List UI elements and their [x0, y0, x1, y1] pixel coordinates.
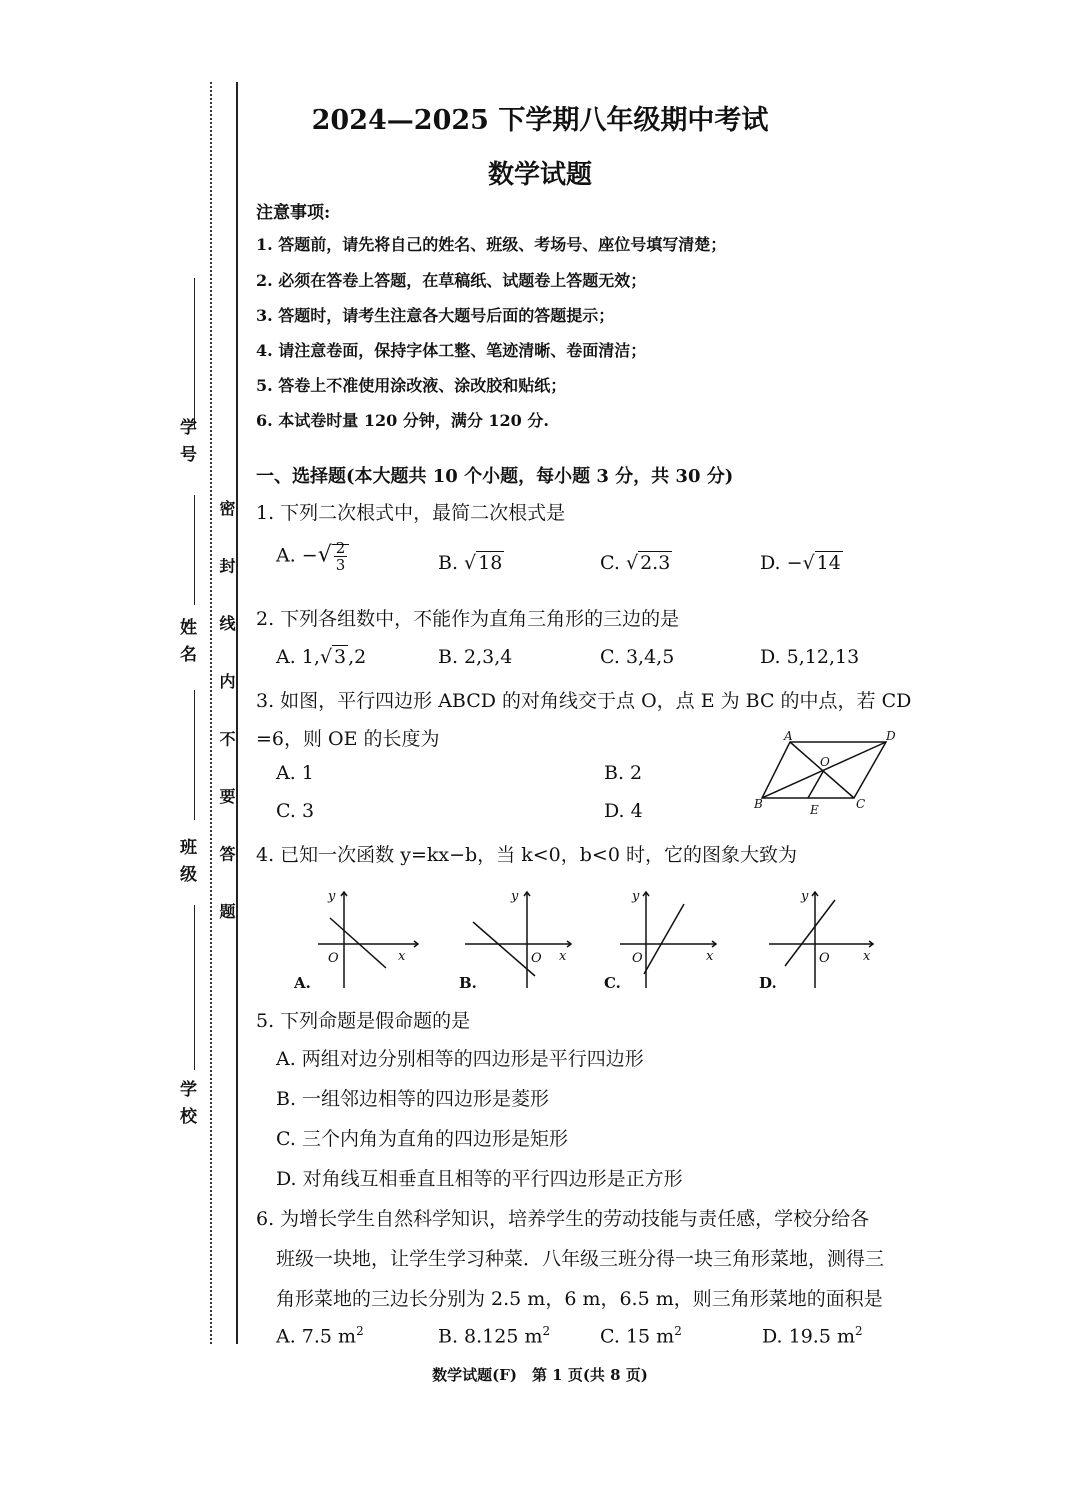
q6-option-c[interactable] — [600, 1324, 682, 1347]
question-3-stem-line2: =6，则 OE 的长度为 — [256, 728, 440, 750]
q6-option-b-text: B. 8.125 m — [438, 1325, 543, 1348]
q1-option-b[interactable] — [438, 552, 504, 574]
q3-option-c[interactable]: C. 3 — [276, 800, 315, 822]
name-label: 姓 名 — [176, 618, 196, 664]
radical-icon: √ — [319, 646, 333, 668]
class-field[interactable] — [194, 690, 196, 820]
q5-option-c[interactable]: C. 三个内角为直角的四边形是矩形 — [276, 1128, 568, 1150]
exam-title: 2024—2025 下学期八年级期中考试 — [311, 105, 769, 136]
page-footer: 数学试题(F) 第 1 页(共 8 页) — [432, 1366, 648, 1384]
q2-a-radicand: 3 — [334, 646, 347, 668]
q2-option-a-pre: A. 1, — [276, 646, 320, 668]
unit-exponent: 2 — [356, 1324, 364, 1338]
seal-warning: 密 封 线 内 不 要 答 题 — [217, 500, 236, 937]
question-2-stem: 2. 下列各组数中，不能作为直角三角形的三边的是 — [256, 608, 680, 630]
note-item: 6. 本试卷时量 120 分钟，满分 120 分. — [256, 411, 549, 430]
note-item: 1. 答题前，请先将自己的姓名、班级、考场号、座位号填写清楚； — [256, 235, 727, 254]
q2-option-c[interactable]: C. 3,4,5 — [600, 646, 675, 668]
label-c: C — [856, 797, 866, 811]
q3-option-b[interactable]: B. 2 — [604, 762, 643, 784]
note-item: 2. 必须在答卷上答题，在草稿纸、试题卷上答题无效； — [256, 271, 647, 290]
q5-option-b[interactable]: B. 一组邻边相等的四边形是菱形 — [276, 1088, 550, 1110]
q1-option-a[interactable] — [276, 540, 349, 573]
name-field[interactable] — [194, 495, 196, 605]
unit-exponent: 2 — [542, 1324, 551, 1338]
radical-icon: √ — [802, 552, 815, 574]
q1-option-d-label: D. − — [760, 552, 803, 574]
x-label: x — [559, 949, 567, 964]
q6-option-c-text: C. 15 m — [600, 1325, 675, 1348]
q1-option-d[interactable] — [760, 552, 843, 574]
graph-option-label: A. — [294, 974, 311, 992]
section-heading: 一、选择题(本大题共 10 个小题，每小题 3 分，共 30 分) — [256, 466, 734, 487]
question-5-stem: 5. 下列命题是假命题的是 — [256, 1010, 471, 1032]
question-3-stem-line1: 3. 如图，平行四边形 ABCD 的对角线交于点 O，点 E 为 BC 的中点，若 CD — [256, 690, 912, 712]
function-line — [644, 904, 684, 974]
label-a: A — [784, 730, 793, 743]
question-6-line2: 班级一块地，让学生学习种菜．八年级三班分得一块三角形菜地，测得三 — [276, 1248, 885, 1270]
origin-label: O — [819, 951, 830, 966]
q4-graph-b[interactable] — [455, 882, 595, 992]
q4-graph-a[interactable] — [290, 882, 430, 992]
graph-option-label: B. — [459, 974, 477, 992]
question-1-stem: 1. 下列二次根式中，最简二次根式是 — [256, 502, 566, 524]
question-6-line3: 角形菜地的三边长分别为 2.5 m，6 m，6.5 m，则三角形菜地的面积是 — [276, 1288, 883, 1310]
school-field[interactable] — [194, 905, 196, 1070]
function-line — [473, 922, 535, 976]
q5-option-d[interactable]: D. 对角线互相垂直且相等的平行四边形是正方形 — [276, 1168, 683, 1190]
q1-b-radicand: 18 — [478, 552, 503, 574]
note-item: 5. 答卷上不准使用涂改液、涂改胶和贴纸； — [256, 376, 567, 395]
q3-option-d[interactable]: D. 4 — [604, 800, 643, 822]
q1-a-denominator: 3 — [335, 556, 346, 574]
y-label: y — [632, 889, 640, 904]
x-label: x — [706, 949, 714, 964]
q1-option-a-label: A. − — [276, 544, 318, 567]
q5-option-a[interactable]: A. 两组对边分别相等的四边形是平行四边形 — [276, 1048, 644, 1070]
cut-line-dotted — [210, 82, 212, 1344]
question-4-stem: 4. 已知一次函数 y=kx−b，当 k<0，b<0 时，它的图象大致为 — [256, 844, 797, 866]
radical-icon: √ — [464, 552, 477, 574]
school-label: 学 校 — [176, 1080, 196, 1126]
label-o: O — [820, 755, 830, 769]
notes-heading: 注意事项: — [256, 203, 331, 223]
origin-label: O — [632, 951, 643, 966]
label-d: D — [886, 730, 896, 743]
student-id-field[interactable] — [194, 278, 196, 428]
q2-option-a-post: ,2 — [348, 646, 367, 668]
y-label: y — [801, 889, 809, 904]
note-item: 3. 答题时，请考生注意各大题号后面的答题提示； — [256, 306, 615, 325]
q1-option-b-label: B. — [438, 552, 465, 574]
note-item: 4. 请注意卷面，保持字体工整、笔迹清晰、卷面清洁； — [256, 341, 647, 360]
class-label: 班 级 — [176, 838, 196, 884]
q6-option-d[interactable] — [762, 1324, 863, 1347]
question-6-line1: 6. 为增长学生自然科学知识，培养学生的劳动技能与责任感，学校分给各 — [256, 1208, 870, 1230]
q1-a-numerator: 2 — [335, 539, 346, 557]
subject-title: 数学试题 — [487, 160, 592, 190]
x-label: x — [863, 949, 871, 964]
origin-label: O — [328, 951, 339, 966]
q4-graph-c[interactable] — [600, 882, 730, 992]
radical-icon: √ — [625, 552, 639, 574]
q1-d-radicand: 14 — [816, 552, 841, 574]
origin-label: O — [531, 951, 542, 966]
unit-exponent: 2 — [855, 1324, 863, 1338]
q1-option-c-label: C. — [600, 552, 626, 574]
y-label: y — [328, 889, 336, 904]
q4-graph-d[interactable] — [755, 882, 885, 992]
unit-exponent: 2 — [674, 1324, 682, 1338]
y-label: y — [511, 889, 519, 904]
q6-option-a-text: A. 7.5 m — [276, 1325, 357, 1348]
q2-option-d[interactable]: D. 5,12,13 — [760, 646, 860, 668]
q3-parallelogram-figure — [750, 730, 910, 820]
q2-option-b[interactable]: B. 2,3,4 — [438, 646, 513, 668]
q6-option-d-text: D. 19.5 m — [762, 1325, 855, 1348]
q1-option-c[interactable] — [600, 552, 672, 574]
q3-option-a[interactable]: A. 1 — [276, 762, 314, 784]
q1-c-radicand: 2.3 — [640, 552, 671, 574]
q2-option-a[interactable] — [276, 646, 366, 668]
x-label: x — [398, 949, 406, 964]
diagonal-ac — [790, 742, 854, 798]
q6-option-b[interactable] — [438, 1324, 550, 1347]
q6-option-a[interactable] — [276, 1324, 364, 1347]
radical-icon: √ — [317, 542, 332, 568]
student-id-label: 学 号 — [176, 418, 196, 464]
graph-option-label: D. — [759, 974, 777, 992]
graph-option-label: C. — [604, 974, 621, 992]
label-e: E — [810, 803, 819, 817]
label-b: B — [754, 797, 763, 811]
